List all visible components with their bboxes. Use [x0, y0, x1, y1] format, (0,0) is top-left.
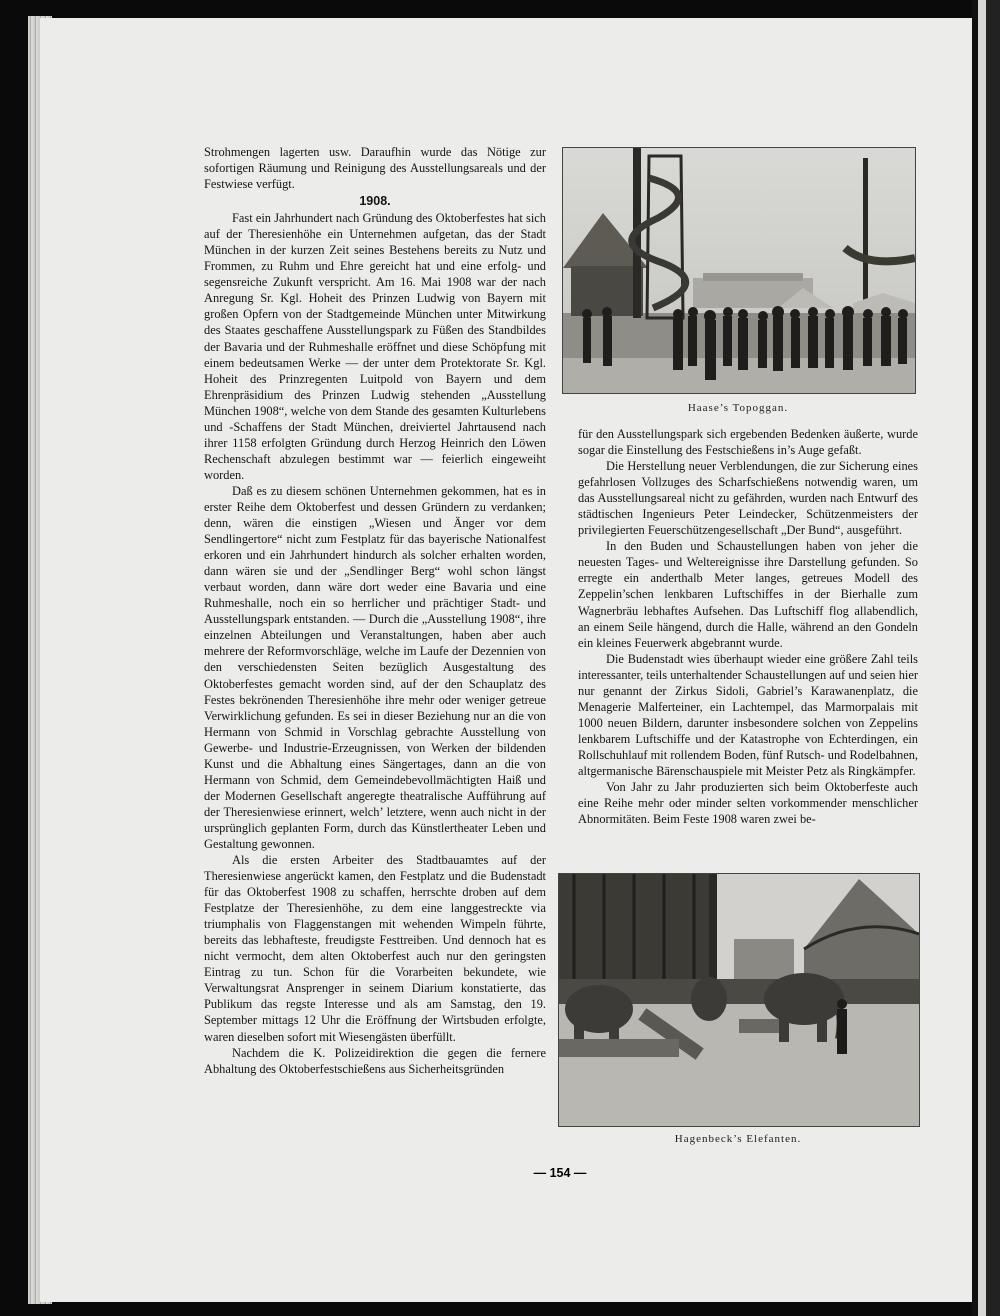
photo-caption: Hagenbeck’s Elefanten. [674, 1133, 802, 1145]
paragraph: Die Herstellung neuer Verblendungen, die zur Sicherung eines gefahrlosen Vollzuges des Scharfschießens notwendig waren, um das Ausstellungsareal nicht zu gefährden, wurden nach Entwurf des städtischen Ingenieurs Peter Leindecker, Schützenmeisters der privilegierten Feuerschützengesellschaft „Der Bund“, ausgeführt. [578, 459, 918, 538]
paragraph: für den Ausstellungspark sich ergebenden Bedenken äußerte, wurde sogar die Einstellung des Festschießens in’s Auge gefaßt. [578, 427, 918, 458]
paragraph: Strohmengen lagerten usw. Daraufhin wurde das Nötige zur sofortigen Räumung und Reinigung des Ausstellungsareals und der Festwiese verfügt. [204, 145, 546, 192]
paragraph: Daß es zu diesem schönen Unternehmen gekommen, hat es in erster Reihe dem Oktoberfest und dessen Gründern zu verdanken; denn, wären die einstigen „Wiesen und Änger vor dem Sendlingertore“ nicht zum Festplatz für das bayerische Nationalfest erkoren und ein Jahrhundert hindurch als solcher erhalten worden, dann wären sie und der „Sendlinger Berg“ wohl schon längst verbaut worden, dann wäre dort weder eine Bavaria und eine Ruhmeshalle, noch ein so herrlicher und prächtiger Stadt- und Ausstellungspark entstanden. — Durch die „Ausstellung 1908“, ihre einzelnen Abteilungen und Veranstaltungen, haben aber auch mehrere der Reformvorschläge, welche im Laufe der Dezennien von den verschiedensten Seiten bezüglich Ausgestaltung des Oktoberfestes gemacht worden sind, auf der den Schauplatz des Festes bekrönenden Theresienhöhe ihre mehr oder weniger getreue Verwirklichung gefunden. Es sei in dieser Beziehung nur an die von Hermann von Schmid in Vorschlag gebrachte Ausstellung von Gewerbe- und Industrie-Erzeugnissen, von Werken der bildenden Kunst und die Abhaltung eines Sängertages, dann an die von Hermann von Schmid, dem Gemeindebevollmächtigten Haiß und der Modernen Gesellschaft angeregte theatralische Aufführung auf der Theresienwiese erinnert, welch’ letztere, wenn auch nicht in der ursprünglich geplanten Form, durch das Künstlertheater Leben und Gestaltung gewonnen. [204, 483, 546, 851]
paragraph: Die Budenstadt wies überhaupt wieder eine größere Zahl teils interessanter, teils unterhaltender Schaustellungen auf und seien hier nur genannt der Zirkus Sidoli, Gabriel’s Karawanenplatz, die Menagerie Malferteiner, ein Lachtempel, das Marmorpalais mit 1000 neuen Bildern, darunter insbesondere solchen von Zeppelins lenkbarem Luftschiffe und der Katastrophe von Echterdingen, ein Rollschuhlauf mit rollendem Boden, fünf Rutsch- und Rodelbahnen, altgermanische Bärenschauspiele mit Meister Petz als Ringkämpfer. [578, 651, 918, 778]
right-text-column [578, 426, 918, 827]
book-gutter [972, 0, 1000, 1316]
page-number: — 154 — [533, 1166, 587, 1180]
photo-topoggan [562, 147, 916, 394]
section-heading: 1908. [359, 194, 391, 209]
paragraph: Fast ein Jahrhundert nach Gründung des Oktoberfestes hat sich auf der Theresienhöhe ein Unternehmen aufgetan, das der Stadt München in der kurzen Zeit seines Bestehens bereits zu Nutz und Frommen, zu Ruhm und Ehre gereicht hat und eine erfolg- und segensreiche Zukunft verspricht. Am 16. Mai 1908 war der nach Anregung Sr. Kgl. Hoheit des Prinzen Ludwig von Bayern mit großen Opfern von der Stadtgemeinde München unter Mitwirkung des Staates geschaffene Ausstellungspark zu Füßen des Standbildes der Bavaria und der Ruhmeshalle eröffnet und diese Schöpfung mit einem bedeutsamen Werke — der unter dem Protektorate Sr. Kgl. Hoheit des Prinzregenten Luitpold von Bayern und dem Ehrenpräsidium des Prinzen Ludwig stehenden „Ausstellung München 1908“, welche von dem Stande des gesamten Kulturlebens und -Schaffens der Stadt München, dreiviertel Jahrtausend nach ihrer 1158 erfolgten Gründung durch Herzog Heinrich den Löwen Rechenschaft abzulegen bestimmt war — feierlich eingeweiht worden. [204, 211, 546, 482]
paragraph: Als die ersten Arbeiter des Stadtbauamtes auf der Theresienwiese angerückt kamen, den Festplatz und die Budenstadt für das Oktoberfest 1908 zu schaffen, herrschte droben auf dem Festplatze der Theresienhöhe, zu dem eine langgestreckte via triumphalis von Flaggenstangen mit wehenden Wimpeln führte, bereits das lebhafteste, freudigste Festtreiben. Und dennoch hat es nicht vermocht, dem alten Oktoberfest auch nur den geringsten Eintrag zu tun. Schon für die Vorarbeiten bekundete, wie Verwaltungsrat Ansprenger in seinem Diarium konstatierte, das Publikum das regste Interesse und als am Samstag, den 19. September mittags 12 Uhr die Eröffnung der Wirtsbuden erfolgte, waren dieselben sofort mit Wiesengästen überfüllt. [204, 853, 546, 1044]
paragraph: Nachdem die K. Polizeidirektion die gegen die fernere Abhaltung des Oktoberfestschießens aus Sicherheitsgründen [204, 1045, 546, 1076]
paragraph: Von Jahr zu Jahr produzierten sich beim Oktoberfeste auch eine Reihe mehr oder minder selten vorkommender menschlicher Abnormitäten. Beim Feste 1908 waren zwei be- [578, 780, 918, 827]
left-text-column [204, 144, 546, 1077]
photo-elephants [558, 873, 920, 1127]
photo-caption: Haase’s Topoggan. [687, 402, 789, 414]
paragraph: In den Buden und Schaustellungen haben von jeher die neuesten Tages- und Weltereignisse ihre Darstellung gefunden. So erregte ein anderthalb Meter langes, getreues Modell des Zeppelin’schen lenkbaren Luftschiffes in der Bierhalle zum Wagnerbräu lebhaftes Aufsehen. Das Luftschiff flog allabendlich, an einem Seile hängend, durch die Halle, während an den Gondeln ein kleines Feuerwerk abgebrannt wurde. [578, 539, 918, 650]
